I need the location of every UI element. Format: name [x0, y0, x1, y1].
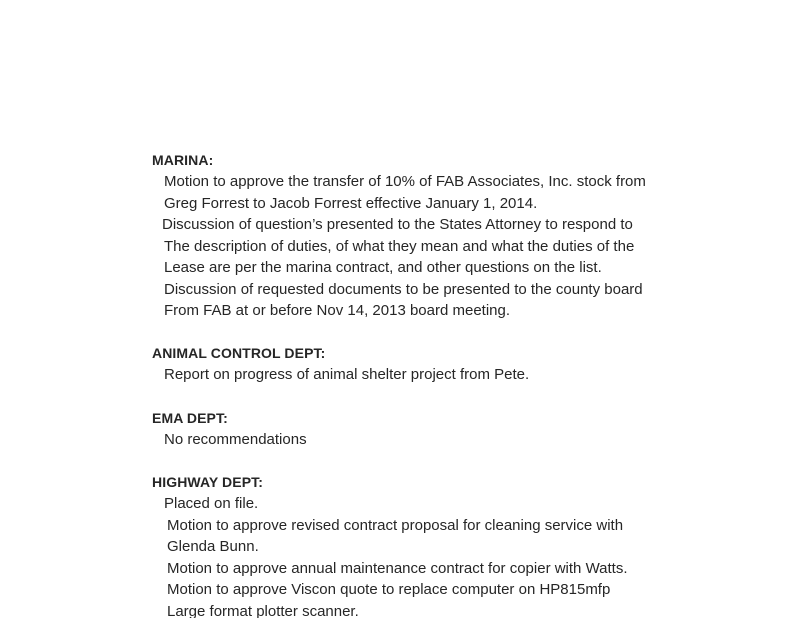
animal-control-section — [152, 343, 712, 386]
highway-section — [152, 472, 712, 618]
section-heading-animal-control: ANIMAL CONTROL DEPT: — [152, 345, 326, 361]
highway-line: Motion to approve Viscon quote to replace computer on HP815mfp — [167, 581, 611, 598]
marina-line: The description of duties, of what they mean and what the duties of the — [164, 237, 635, 255]
section-heading-ema: EMA DEPT: — [152, 410, 228, 426]
marina-line: Discussion of question’s presented to the States Attorney to respond to — [162, 216, 633, 233]
section-heading-marina: MARINA: — [152, 152, 214, 168]
section-heading-highway: HIGHWAY DEPT: — [152, 474, 263, 490]
marina-line: Motion to approve the transfer of 10% of FAB Associates, Inc. stock from — [164, 173, 646, 190]
marina-line: Discussion of requested documents to be presented to the county board — [164, 280, 643, 298]
highway-line: Large format plotter scanner. — [167, 602, 359, 618]
highway-line: Motion to approve annual maintenance contract for copier with Watts. — [167, 559, 628, 577]
marina-line: Lease are per the marina contract, and other questions on the list. — [164, 259, 602, 276]
highway-line: Glenda Bunn. — [167, 538, 259, 555]
ema-section — [152, 408, 712, 451]
marina-line: Greg Forrest to Jacob Forrest effective January 1, 2014. — [164, 194, 538, 212]
marina-line: From FAB at or before Nov 14, 2013 board meeting. — [164, 302, 511, 319]
ema-line: No recommendations — [164, 431, 307, 448]
highway-line: Placed on file. — [164, 495, 259, 512]
animal-control-line: Report on progress of animal shelter project from Pete. — [164, 366, 530, 383]
marina-section — [152, 150, 712, 322]
highway-line: Motion to approve revised contract proposal for cleaning service with — [167, 516, 624, 534]
